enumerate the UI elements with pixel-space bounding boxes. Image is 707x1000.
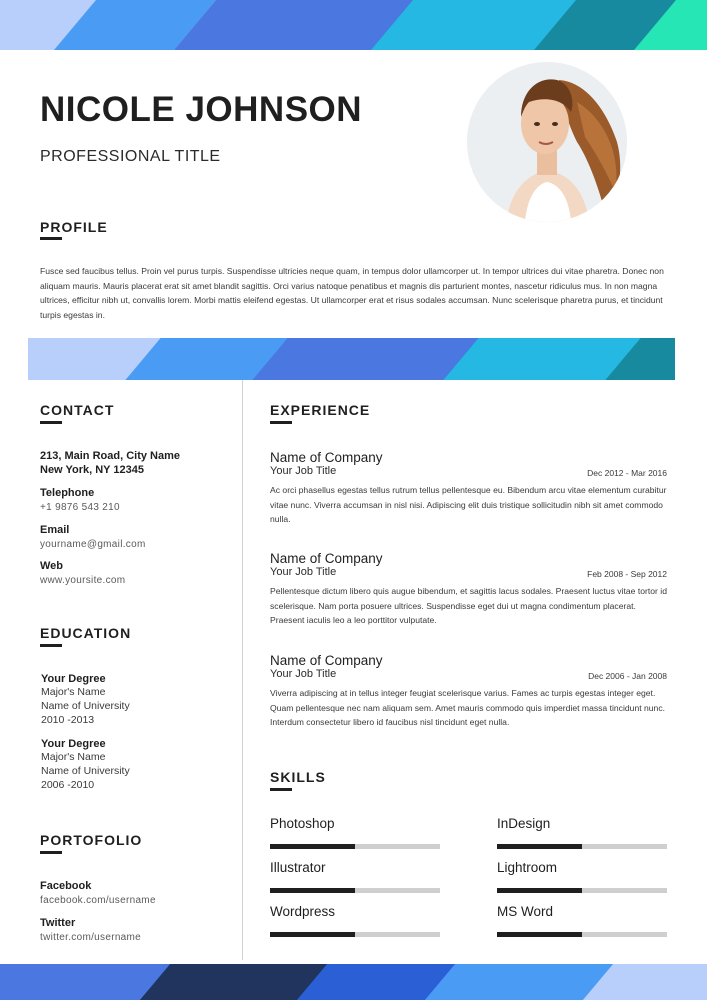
portfolio-heading: PORTOFOLIO [40, 832, 143, 848]
skill-name: Photoshop [270, 816, 335, 831]
job-description: Viverra adipiscing at in tellus integer feugiat scelerisque varius. Fames ac turpis egestas integer eget. Quam pellentesque nec nam aliquam sem. Amet mauris commodo quis imperdiet massa tincidunt nunc. Interdum consectetur libero id faucibus nisl tincidunt eget nulla. [270, 688, 666, 727]
skill-bar [270, 844, 440, 849]
telephone-value: +1 9876 543 210 [40, 502, 120, 513]
twitter-link[interactable]: twitter.com/username [40, 932, 142, 943]
years: 2010 -2013 [41, 714, 95, 726]
web-value: www.yoursite.com [40, 575, 126, 586]
facebook-label: Facebook [40, 880, 92, 892]
skill-bar-fill [497, 932, 582, 937]
portfolio-underline [40, 851, 62, 854]
contact-heading: CONTACT [40, 402, 115, 418]
job-dates: Dec 2006 - Jan 2008 [588, 671, 667, 681]
professional-title: PROFESSIONAL TITLE [40, 148, 221, 165]
job-title: Your Job Title [270, 668, 337, 680]
web-label: Web [40, 560, 64, 572]
skills-heading: SKILLS [270, 769, 326, 785]
job-title: Your Job Title [270, 566, 337, 578]
education-heading: EDUCATION [40, 625, 132, 641]
address-line-1: 213, Main Road, City Name [40, 450, 180, 462]
job-description: Ac orci phasellus egestas tellus rutrum tellus pellentesque eu. Bibendum arcu vitae elementum curabitur vitae nunc. Viverra accumsan in nisl nisi. Adipiscing elit duis tristique sollicitudin nibh sit amet commodo nulla. [270, 485, 667, 524]
company-name: Name of Company [270, 653, 383, 668]
candidate-name: NICOLE JOHNSON [40, 90, 363, 129]
address-line-2: New York, NY 12345 [40, 464, 144, 476]
years: 2006 -2010 [41, 779, 95, 791]
facebook-link[interactable]: facebook.com/username [40, 895, 156, 906]
job-description: Pellentesque dictum libero quis augue bibendum, et sagittis lacus sodales. Praesent luctus vitae tortor id scelerisque. Nam porta posuere ultrices. Suspendisse eget dui ut magna condimentum placerat. Praesent iaculis leo a leo porttitor vulputate. [270, 586, 667, 625]
skill-bar-fill [270, 888, 355, 893]
profile-heading: PROFILE [40, 219, 108, 235]
bottom-stripe-band [0, 964, 707, 1000]
skill-bar [270, 888, 440, 893]
skill-name: InDesign [497, 816, 551, 831]
column-divider [242, 380, 243, 960]
skill-bar [497, 888, 667, 893]
skill-bar-fill [270, 932, 355, 937]
major: Major's Name [41, 751, 106, 763]
company-name: Name of Company [270, 551, 383, 566]
skill-name: MS Word [497, 904, 554, 919]
university: Name of University [41, 700, 130, 712]
skill-bar-fill [270, 844, 355, 849]
skill-bar [497, 932, 667, 937]
job-title: Your Job Title [270, 465, 337, 477]
experience-item [270, 551, 667, 628]
email-label: Email [40, 524, 70, 536]
middle-stripe-band [28, 338, 675, 380]
job-dates: Feb 2008 - Sep 2012 [587, 569, 667, 579]
skill-bar-fill [497, 888, 582, 893]
top-stripe-band [0, 0, 707, 50]
university: Name of University [41, 765, 130, 777]
profile-underline [40, 237, 62, 240]
experience-item [270, 653, 667, 730]
company-name: Name of Company [270, 450, 383, 465]
education-item [41, 673, 130, 727]
skill-name: Wordpress [270, 904, 336, 919]
education-item [41, 738, 130, 792]
contact-underline [40, 421, 62, 424]
skills-underline [270, 788, 292, 791]
skill-name: Lightroom [497, 860, 558, 875]
job-dates: Dec 2012 - Mar 2016 [587, 468, 667, 478]
experience-item [270, 450, 667, 527]
person-photo-icon [467, 62, 627, 222]
experience-heading: EXPERIENCE [270, 402, 371, 418]
skill-bar [497, 844, 667, 849]
degree: Your Degree [41, 673, 106, 685]
education-underline [40, 644, 62, 647]
skill-bar [270, 932, 440, 937]
profile-text: Fusce sed faucibus tellus. Proin vel purus turpis. Suspendisse ultricies neque quam, in tempus dolor ullamcorper ut. In tempor ultrices dui vitae pharetra. Donec non aliquam mauris. Mauris placerat erat sit amet blandit sagittis. Orci varius natoque penatibus et magnis dis parturient montes, nascetur ridiculus mus. In non magna ultrices, efficitur nibh ut, convallis lorem. Morbi mattis eleifend egestas. Ut ullamcorper erat et risus sodales accumsan. Nunc scelerisque pharetra purus, et tincidunt turpis egestas in. [40, 266, 664, 320]
email-value: yourname@gmail.com [40, 539, 146, 550]
skill-bar-fill [497, 844, 582, 849]
profile-photo [467, 62, 627, 222]
skill-name: Illustrator [270, 860, 326, 875]
telephone-label: Telephone [40, 487, 95, 499]
degree: Your Degree [41, 738, 106, 750]
major: Major's Name [41, 686, 106, 698]
twitter-label: Twitter [40, 917, 76, 929]
experience-underline [270, 421, 292, 424]
